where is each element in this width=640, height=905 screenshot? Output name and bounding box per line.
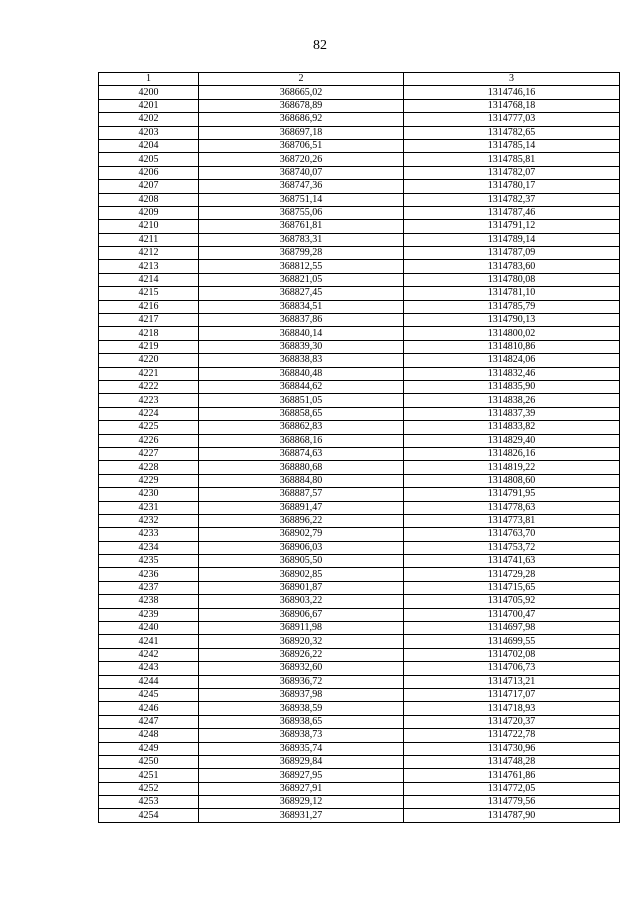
point-number-cell: 4236 bbox=[99, 568, 199, 581]
point-number-cell: 4217 bbox=[99, 314, 199, 327]
x-coordinate-cell: 368911,98 bbox=[199, 622, 404, 635]
point-number-cell: 4248 bbox=[99, 729, 199, 742]
x-coordinate-cell: 368837,86 bbox=[199, 314, 404, 327]
point-number-cell: 4250 bbox=[99, 755, 199, 768]
table-row bbox=[99, 447, 620, 460]
x-coordinate-cell: 368858,65 bbox=[199, 407, 404, 420]
table-row bbox=[99, 796, 620, 809]
page-number: 82 bbox=[313, 38, 327, 53]
x-coordinate-cell: 368884,80 bbox=[199, 474, 404, 487]
y-coordinate-cell: 1314781,10 bbox=[404, 287, 620, 300]
x-coordinate-cell: 368906,67 bbox=[199, 608, 404, 621]
table-row bbox=[99, 180, 620, 193]
table-row bbox=[99, 555, 620, 568]
x-coordinate-cell: 368812,55 bbox=[199, 260, 404, 273]
y-coordinate-cell: 1314835,90 bbox=[404, 380, 620, 393]
table-row bbox=[99, 568, 620, 581]
x-coordinate-cell: 368697,18 bbox=[199, 126, 404, 139]
x-coordinate-cell: 368851,05 bbox=[199, 394, 404, 407]
table-row bbox=[99, 769, 620, 782]
x-coordinate-cell: 368880,68 bbox=[199, 461, 404, 474]
point-number-cell: 4254 bbox=[99, 809, 199, 822]
point-number-cell: 4211 bbox=[99, 233, 199, 246]
point-number-cell: 4202 bbox=[99, 113, 199, 126]
y-coordinate-cell: 1314777,03 bbox=[404, 113, 620, 126]
y-coordinate-cell: 1314700,47 bbox=[404, 608, 620, 621]
x-coordinate-cell: 368838,83 bbox=[199, 354, 404, 367]
y-coordinate-cell: 1314833,82 bbox=[404, 421, 620, 434]
x-coordinate-cell: 368896,22 bbox=[199, 514, 404, 527]
point-number-cell: 4214 bbox=[99, 273, 199, 286]
x-coordinate-cell: 368926,22 bbox=[199, 648, 404, 661]
table-row bbox=[99, 702, 620, 715]
x-coordinate-cell: 368706,51 bbox=[199, 139, 404, 152]
x-coordinate-cell: 368783,31 bbox=[199, 233, 404, 246]
x-coordinate-cell: 368844,62 bbox=[199, 380, 404, 393]
table-row bbox=[99, 461, 620, 474]
point-number-cell: 4223 bbox=[99, 394, 199, 407]
y-coordinate-cell: 1314787,90 bbox=[404, 809, 620, 822]
y-coordinate-cell: 1314715,65 bbox=[404, 581, 620, 594]
y-coordinate-cell: 1314763,70 bbox=[404, 528, 620, 541]
table-row bbox=[99, 434, 620, 447]
y-coordinate-cell: 1314782,37 bbox=[404, 193, 620, 206]
y-coordinate-cell: 1314832,46 bbox=[404, 367, 620, 380]
point-number-cell: 4204 bbox=[99, 139, 199, 152]
y-coordinate-cell: 1314768,18 bbox=[404, 99, 620, 112]
y-coordinate-cell: 1314761,86 bbox=[404, 769, 620, 782]
y-coordinate-cell: 1314729,28 bbox=[404, 568, 620, 581]
x-coordinate-cell: 368755,06 bbox=[199, 206, 404, 219]
x-coordinate-cell: 368740,07 bbox=[199, 166, 404, 179]
y-coordinate-cell: 1314748,28 bbox=[404, 755, 620, 768]
x-coordinate-cell: 368906,03 bbox=[199, 541, 404, 554]
coordinates-table bbox=[98, 72, 620, 823]
point-number-cell: 4245 bbox=[99, 688, 199, 701]
table-row bbox=[99, 233, 620, 246]
table-row bbox=[99, 662, 620, 675]
point-number-cell: 4231 bbox=[99, 501, 199, 514]
x-coordinate-cell: 368935,74 bbox=[199, 742, 404, 755]
point-number-cell: 4249 bbox=[99, 742, 199, 755]
x-coordinate-cell: 368902,85 bbox=[199, 568, 404, 581]
x-coordinate-cell: 368901,87 bbox=[199, 581, 404, 594]
x-coordinate-cell: 368827,45 bbox=[199, 287, 404, 300]
x-coordinate-cell: 368720,26 bbox=[199, 153, 404, 166]
x-coordinate-cell: 368927,91 bbox=[199, 782, 404, 795]
x-coordinate-cell: 368932,60 bbox=[199, 662, 404, 675]
y-coordinate-cell: 1314741,63 bbox=[404, 555, 620, 568]
point-number-cell: 4241 bbox=[99, 635, 199, 648]
x-coordinate-cell: 368931,27 bbox=[199, 809, 404, 822]
y-coordinate-cell: 1314753,72 bbox=[404, 541, 620, 554]
x-coordinate-cell: 368929,84 bbox=[199, 755, 404, 768]
point-number-cell: 4242 bbox=[99, 648, 199, 661]
table-row bbox=[99, 541, 620, 554]
point-number-cell: 4232 bbox=[99, 514, 199, 527]
point-number-cell: 4213 bbox=[99, 260, 199, 273]
table-row bbox=[99, 287, 620, 300]
table-row bbox=[99, 153, 620, 166]
table-row bbox=[99, 528, 620, 541]
y-coordinate-cell: 1314783,60 bbox=[404, 260, 620, 273]
table-row bbox=[99, 514, 620, 527]
y-coordinate-cell: 1314791,95 bbox=[404, 488, 620, 501]
point-number-cell: 4206 bbox=[99, 166, 199, 179]
point-number-cell: 4200 bbox=[99, 86, 199, 99]
point-number-cell: 4201 bbox=[99, 99, 199, 112]
x-coordinate-cell: 368751,14 bbox=[199, 193, 404, 206]
point-number-cell: 4247 bbox=[99, 715, 199, 728]
x-coordinate-cell: 368938,73 bbox=[199, 729, 404, 742]
table-row bbox=[99, 595, 620, 608]
point-number-cell: 4209 bbox=[99, 206, 199, 219]
y-coordinate-cell: 1314702,08 bbox=[404, 648, 620, 661]
column-header: 3 bbox=[404, 73, 620, 86]
point-number-cell: 4219 bbox=[99, 340, 199, 353]
column-header: 2 bbox=[199, 73, 404, 86]
table-row bbox=[99, 394, 620, 407]
y-coordinate-cell: 1314772,05 bbox=[404, 782, 620, 795]
point-number-cell: 4228 bbox=[99, 461, 199, 474]
y-coordinate-cell: 1314790,13 bbox=[404, 314, 620, 327]
table-row bbox=[99, 193, 620, 206]
y-coordinate-cell: 1314808,60 bbox=[404, 474, 620, 487]
x-coordinate-cell: 368891,47 bbox=[199, 501, 404, 514]
y-coordinate-cell: 1314720,37 bbox=[404, 715, 620, 728]
y-coordinate-cell: 1314824,06 bbox=[404, 354, 620, 367]
x-coordinate-cell: 368686,92 bbox=[199, 113, 404, 126]
column-header: 1 bbox=[99, 73, 199, 86]
table-row bbox=[99, 581, 620, 594]
table-row bbox=[99, 166, 620, 179]
y-coordinate-cell: 1314697,98 bbox=[404, 622, 620, 635]
y-coordinate-cell: 1314785,79 bbox=[404, 300, 620, 313]
y-coordinate-cell: 1314718,93 bbox=[404, 702, 620, 715]
point-number-cell: 4246 bbox=[99, 702, 199, 715]
point-number-cell: 4225 bbox=[99, 421, 199, 434]
x-coordinate-cell: 368938,65 bbox=[199, 715, 404, 728]
y-coordinate-cell: 1314746,16 bbox=[404, 86, 620, 99]
point-number-cell: 4251 bbox=[99, 769, 199, 782]
table-row bbox=[99, 354, 620, 367]
y-coordinate-cell: 1314705,92 bbox=[404, 595, 620, 608]
table-row bbox=[99, 86, 620, 99]
point-number-cell: 4239 bbox=[99, 608, 199, 621]
x-coordinate-cell: 368902,79 bbox=[199, 528, 404, 541]
table-row bbox=[99, 260, 620, 273]
point-number-cell: 4244 bbox=[99, 675, 199, 688]
point-number-cell: 4234 bbox=[99, 541, 199, 554]
table-row bbox=[99, 247, 620, 260]
point-number-cell: 4218 bbox=[99, 327, 199, 340]
table-row bbox=[99, 220, 620, 233]
table-row bbox=[99, 99, 620, 112]
table-row bbox=[99, 206, 620, 219]
y-coordinate-cell: 1314826,16 bbox=[404, 447, 620, 460]
x-coordinate-cell: 368929,12 bbox=[199, 796, 404, 809]
point-number-cell: 4243 bbox=[99, 662, 199, 675]
x-coordinate-cell: 368903,22 bbox=[199, 595, 404, 608]
table-row bbox=[99, 608, 620, 621]
table-row bbox=[99, 809, 620, 822]
table-row bbox=[99, 113, 620, 126]
point-number-cell: 4235 bbox=[99, 555, 199, 568]
y-coordinate-cell: 1314778,63 bbox=[404, 501, 620, 514]
point-number-cell: 4220 bbox=[99, 354, 199, 367]
x-coordinate-cell: 368761,81 bbox=[199, 220, 404, 233]
x-coordinate-cell: 368747,36 bbox=[199, 180, 404, 193]
table-row bbox=[99, 421, 620, 434]
y-coordinate-cell: 1314782,07 bbox=[404, 166, 620, 179]
y-coordinate-cell: 1314829,40 bbox=[404, 434, 620, 447]
y-coordinate-cell: 1314779,56 bbox=[404, 796, 620, 809]
x-coordinate-cell: 368862,83 bbox=[199, 421, 404, 434]
y-coordinate-cell: 1314730,96 bbox=[404, 742, 620, 755]
x-coordinate-cell: 368874,63 bbox=[199, 447, 404, 460]
table-row bbox=[99, 742, 620, 755]
table-row bbox=[99, 622, 620, 635]
point-number-cell: 4222 bbox=[99, 380, 199, 393]
table-row bbox=[99, 729, 620, 742]
y-coordinate-cell: 1314819,22 bbox=[404, 461, 620, 474]
table-row bbox=[99, 380, 620, 393]
y-coordinate-cell: 1314787,46 bbox=[404, 206, 620, 219]
x-coordinate-cell: 368905,50 bbox=[199, 555, 404, 568]
table-row bbox=[99, 715, 620, 728]
table-row bbox=[99, 139, 620, 152]
table-row bbox=[99, 407, 620, 420]
point-number-cell: 4238 bbox=[99, 595, 199, 608]
y-coordinate-cell: 1314789,14 bbox=[404, 233, 620, 246]
x-coordinate-cell: 368887,57 bbox=[199, 488, 404, 501]
table-row bbox=[99, 273, 620, 286]
x-coordinate-cell: 368937,98 bbox=[199, 688, 404, 701]
x-coordinate-cell: 368799,28 bbox=[199, 247, 404, 260]
y-coordinate-cell: 1314706,73 bbox=[404, 662, 620, 675]
point-number-cell: 4226 bbox=[99, 434, 199, 447]
y-coordinate-cell: 1314717,07 bbox=[404, 688, 620, 701]
x-coordinate-cell: 368927,95 bbox=[199, 769, 404, 782]
y-coordinate-cell: 1314838,26 bbox=[404, 394, 620, 407]
x-coordinate-cell: 368678,89 bbox=[199, 99, 404, 112]
x-coordinate-cell: 368834,51 bbox=[199, 300, 404, 313]
table-row bbox=[99, 340, 620, 353]
y-coordinate-cell: 1314780,08 bbox=[404, 273, 620, 286]
point-number-cell: 4237 bbox=[99, 581, 199, 594]
y-coordinate-cell: 1314722,78 bbox=[404, 729, 620, 742]
y-coordinate-cell: 1314713,21 bbox=[404, 675, 620, 688]
x-coordinate-cell: 368840,14 bbox=[199, 327, 404, 340]
point-number-cell: 4221 bbox=[99, 367, 199, 380]
point-number-cell: 4210 bbox=[99, 220, 199, 233]
x-coordinate-cell: 368839,30 bbox=[199, 340, 404, 353]
table-row bbox=[99, 635, 620, 648]
point-number-cell: 4207 bbox=[99, 180, 199, 193]
table-row bbox=[99, 300, 620, 313]
table-row bbox=[99, 474, 620, 487]
table-row bbox=[99, 688, 620, 701]
x-coordinate-cell: 368821,05 bbox=[199, 273, 404, 286]
x-coordinate-cell: 368920,32 bbox=[199, 635, 404, 648]
table-row bbox=[99, 327, 620, 340]
y-coordinate-cell: 1314785,81 bbox=[404, 153, 620, 166]
table-row bbox=[99, 755, 620, 768]
table-row bbox=[99, 126, 620, 139]
y-coordinate-cell: 1314773,81 bbox=[404, 514, 620, 527]
y-coordinate-cell: 1314780,17 bbox=[404, 180, 620, 193]
x-coordinate-cell: 368938,59 bbox=[199, 702, 404, 715]
point-number-cell: 4212 bbox=[99, 247, 199, 260]
y-coordinate-cell: 1314837,39 bbox=[404, 407, 620, 420]
y-coordinate-cell: 1314782,65 bbox=[404, 126, 620, 139]
point-number-cell: 4229 bbox=[99, 474, 199, 487]
point-number-cell: 4240 bbox=[99, 622, 199, 635]
point-number-cell: 4224 bbox=[99, 407, 199, 420]
y-coordinate-cell: 1314785,14 bbox=[404, 139, 620, 152]
y-coordinate-cell: 1314787,09 bbox=[404, 247, 620, 260]
point-number-cell: 4233 bbox=[99, 528, 199, 541]
table-row bbox=[99, 501, 620, 514]
y-coordinate-cell: 1314810,86 bbox=[404, 340, 620, 353]
point-number-cell: 4208 bbox=[99, 193, 199, 206]
y-coordinate-cell: 1314800,02 bbox=[404, 327, 620, 340]
point-number-cell: 4252 bbox=[99, 782, 199, 795]
point-number-cell: 4205 bbox=[99, 153, 199, 166]
x-coordinate-cell: 368868,16 bbox=[199, 434, 404, 447]
point-number-cell: 4230 bbox=[99, 488, 199, 501]
point-number-cell: 4216 bbox=[99, 300, 199, 313]
point-number-cell: 4203 bbox=[99, 126, 199, 139]
y-coordinate-cell: 1314699,55 bbox=[404, 635, 620, 648]
point-number-cell: 4253 bbox=[99, 796, 199, 809]
table-row bbox=[99, 314, 620, 327]
table-row bbox=[99, 648, 620, 661]
table-row bbox=[99, 782, 620, 795]
point-number-cell: 4227 bbox=[99, 447, 199, 460]
x-coordinate-cell: 368840,48 bbox=[199, 367, 404, 380]
table-row bbox=[99, 367, 620, 380]
point-number-cell: 4215 bbox=[99, 287, 199, 300]
table-row bbox=[99, 675, 620, 688]
x-coordinate-cell: 368936,72 bbox=[199, 675, 404, 688]
x-coordinate-cell: 368665,02 bbox=[199, 86, 404, 99]
y-coordinate-cell: 1314791,12 bbox=[404, 220, 620, 233]
table-row bbox=[99, 488, 620, 501]
table-header-row bbox=[99, 73, 620, 86]
